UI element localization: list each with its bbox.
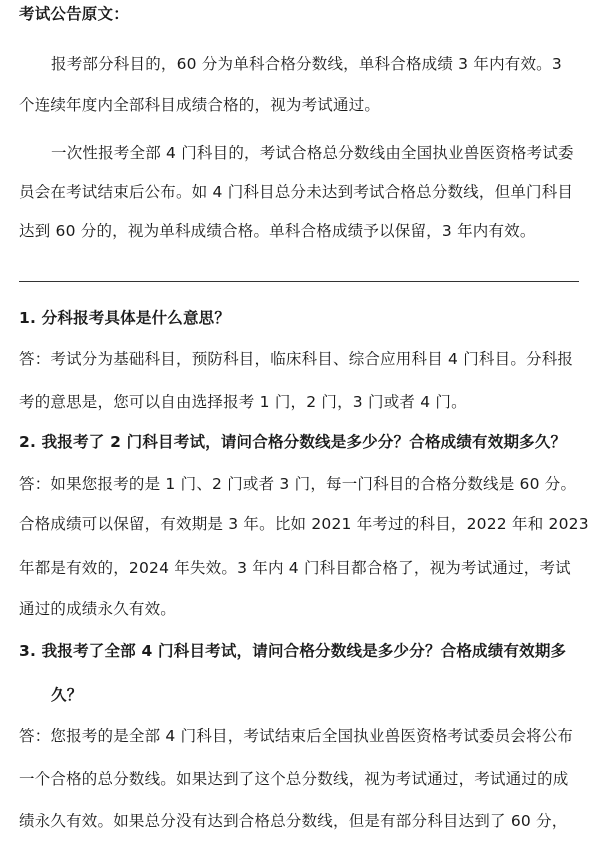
faq-answer-line: 绩永久有效。如果总分没有达到合格总分数线，但是有部分科目达到了 60 分， <box>19 812 568 830</box>
faq-answer-line: 通过的成绩永久有效。 <box>19 600 177 618</box>
faq-answer-line: 答：考试分为基础科目，预防科目，临床科目、综合应用科目 4 门科目。分科报 <box>19 350 574 368</box>
faq-answer-line: 答：您报考的是全部 4 门科目，考试结束后全国执业兽医资格考试委员会将公布 <box>19 727 574 745</box>
paragraph-line: 员会在考试结束后公布。如 4 门科目总分未达到考试合格总分数线，但单门科目 <box>19 183 574 201</box>
section-heading: 考试公告原文： <box>19 5 129 23</box>
faq-answer-line: 年都是有效的，2024 年失效。3 年内 4 门科目都合格了，视为考试通过，考试 <box>19 559 571 577</box>
faq-question: 3. 我报考了全部 4 门科目考试，请问合格分数线是多少分？合格成绩有效期多 <box>19 642 567 660</box>
faq-question: 2. 我报考了 2 门科目考试，请问合格分数线是多少分？合格成绩有效期多久？ <box>19 433 567 451</box>
faq-answer-line: 考的意思是，您可以自由选择报考 1 门，2 门，3 门或者 4 门。 <box>19 393 467 411</box>
paragraph-line: 达到 60 分的，视为单科成绩合格。单科合格成绩予以保留，3 年内有效。 <box>19 222 536 240</box>
divider <box>19 281 579 282</box>
faq-answer-line: 合格成绩可以保留，有效期是 3 年。比如 2021 年考过的科目，2022 年和 2023 <box>19 515 589 533</box>
paragraph-line: 报考部分科目的，60 分为单科合格分数线，单科合格成绩 3 年内有效。3 <box>51 55 562 73</box>
paragraph-line: 一次性报考全部 4 门科目的，考试合格总分数线由全国执业兽医资格考试委 <box>51 144 574 162</box>
faq-question: 久？ <box>51 686 83 704</box>
faq-question: 1. 分科报考具体是什么意思？ <box>19 309 231 327</box>
faq-answer-line: 一个合格的总分数线。如果达到了这个总分数线，视为考试通过，考试通过的成 <box>19 770 569 788</box>
paragraph-line: 个连续年度内全部科目成绩合格的，视为考试通过。 <box>19 96 381 114</box>
faq-answer-line: 答：如果您报考的是 1 门、2 门或者 3 门，每一门科目的合格分数线是 60 分。 <box>19 475 577 493</box>
